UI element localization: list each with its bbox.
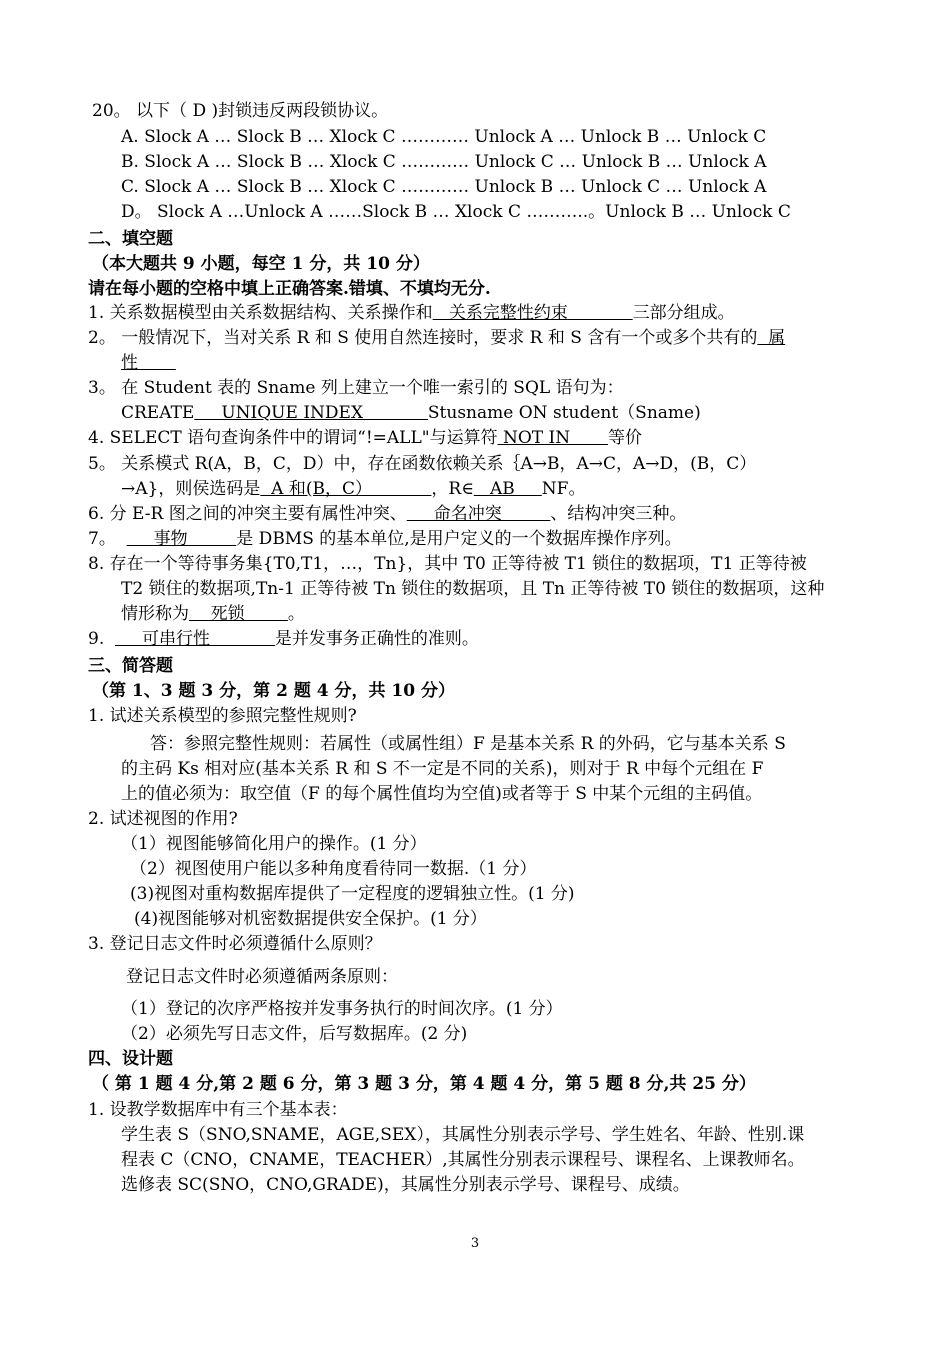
fill-q8-line1: 8. 存在一个等待事务集{T0,T1，…，Tn}，其中 T0 正等待被 T1 锁住的数据项，T1 正等待被 — [88, 554, 807, 574]
fill-q4-text: 4. SELECT 语句查询条件中的谓词“!=ALL"与运算符 — [88, 428, 498, 448]
fill-q8-line3 — [121, 603, 305, 625]
short-a3-intro: 登记日志文件时必须遵循两条原则： — [126, 967, 398, 987]
fill-q5-text-end: NF。 — [541, 479, 586, 499]
design-q1-line1: 学生表 S（SNO,SNAME，AGE,SEX），其属性分别表示学号、学生姓名、年龄、性别.课 — [121, 1125, 805, 1145]
fill-q3-sql-end: Stusname ON student（Sname) — [427, 403, 701, 423]
fill-q7-text: 是 DBMS 的基本单位,是用户定义的一个数据库操作序列。 — [236, 529, 682, 549]
fill-q5-text: →A}，则侯选码是 — [121, 479, 261, 499]
fill-q6-text-end: 、结构冲突三种。 — [550, 504, 687, 524]
fill-q7-num: 7。 — [88, 529, 127, 549]
design-q1: 1. 设教学数据库中有三个基本表： — [88, 1100, 348, 1120]
short-a2-item: (4)视图能够对机密数据提供安全保护。(1 分） — [134, 909, 487, 929]
fill-q5: 5。 关系模式 R(A，B，C，D）中，存在函数依赖关系｛A→B，A→C，A→D，(B，C） — [88, 454, 757, 474]
fill-q9-num: 9. — [88, 629, 116, 649]
q20-option-c: C. Slock A … Slock B … Xlock C ………… Unlock B … Unlock C … Unlock A — [121, 177, 767, 197]
section-title-design: 四、设计题 — [88, 1049, 173, 1069]
section-title-fill-blank: 二、填空题 — [88, 229, 173, 249]
fill-q8-answer: 死锁 — [189, 604, 288, 624]
short-q2: 2. 试述视图的作用? — [88, 809, 238, 829]
short-a2-item: （1）视图能够简化用户的操作。(1 分） — [121, 834, 427, 854]
section-score-fill-blank: （本大题共 9 小题，每空 1 分，共 10 分） — [92, 254, 430, 274]
fill-q5-cont — [121, 478, 585, 500]
fill-q1-answer: 关系完整性约束 — [432, 303, 633, 323]
fill-q5-text-mid: ，R∈ — [431, 479, 474, 499]
fill-q7-answer: 事物 — [126, 529, 237, 549]
fill-q1 — [88, 302, 735, 324]
fill-q2-answer-part1: 属 — [757, 328, 786, 348]
fill-q9 — [88, 628, 479, 650]
short-a3-item: （2）必须先写日志文件，后写数据库。(2 分) — [121, 1024, 468, 1044]
q20-answer: D — [192, 101, 207, 121]
fill-q8-text: 情形称为 — [121, 604, 189, 624]
fill-q2-text: 2。 一般情况下，当对关系 R 和 S 使用自然连接时，要求 R 和 S 含有一个或多个共有的 — [88, 328, 758, 348]
fill-q2-answer-part2: 性 — [121, 353, 176, 373]
fill-q2-cont — [121, 352, 176, 374]
fill-q9-answer: 可串行性 — [115, 629, 275, 649]
short-a1-line2: 的主码 Ks 相对应(基本关系 R 和 S 不一定是不同的关系)，则对于 R 中每个元组在 F — [121, 759, 764, 779]
short-a1-line3: 上的值必须为：取空值（F 的每个属性值均为空值)或者等于 S 中某个元组的主码值。 — [121, 784, 763, 804]
fill-q3: 3。 在 Student 表的 Sname 列上建立一个唯一索引的 SQL 语句为： — [88, 378, 624, 398]
short-q3: 3. 登记日志文件时必须遵循什么原则？ — [88, 934, 382, 954]
fill-q6-answer: 命名冲突 — [406, 504, 551, 524]
fill-q7 — [88, 528, 682, 550]
page-number: 3 — [470, 1236, 480, 1251]
short-a2-item: （2）视图使用户能以多种角度看待同一数据.（1 分） — [130, 859, 537, 879]
q20-option-d: D。 Slock A …Unlock A ……Slock B … Xlock C ………..。Unlock B … Unlock C — [121, 202, 791, 222]
fill-q3-create: CREATE — [121, 403, 195, 423]
short-q1: 1. 试述关系模型的参照完整性规则? — [88, 706, 357, 726]
fill-q8-line2: T2 锁住的数据项,Tn-1 正等待被 Tn 锁住的数据项，且 Tn 正等待被 T0 锁住的数据项，这种 — [121, 579, 825, 599]
fill-q4 — [88, 427, 642, 449]
design-q1-line3: 选修表 SC(SNO，CNO,GRADE)，其属性分别表示学号、课程号、成绩。 — [121, 1175, 690, 1195]
short-a2-item: (3)视图对重构数据库提供了一定程度的逻辑独立性。(1 分) — [130, 884, 575, 904]
section-instructions: 请在每小题的空格中填上正确答案.错填、不填均无分. — [88, 279, 491, 299]
fill-q9-text: 是并发事务正确性的准则。 — [274, 629, 479, 649]
q20-stem-a: 20。 以下（ — [92, 101, 193, 121]
fill-q3-answer: UNIQUE INDEX — [194, 403, 428, 423]
short-a1-line1: 答：参照完整性规则：若属性（或属性组）F 是基本关系 R 的外码，它与基本关系 S — [150, 734, 786, 754]
section-title-short-answer: 三、简答题 — [88, 656, 173, 676]
fill-q4-text-end: 等价 — [607, 428, 642, 448]
fill-q2 — [88, 327, 785, 349]
section-score-short-answer: （第 1、3 题 3 分，第 2 题 4 分，共 10 分） — [92, 681, 455, 701]
section-score-design: （ 第 1 题 4 分,第 2 题 6 分，第 3 题 3 分，第 4 题 4 分，第 5 题 8 分,共 25 分） — [92, 1074, 756, 1094]
q20-option-b: B. Slock A … Slock B … Xlock C ………… Unlock C … Unlock B … Unlock A — [121, 152, 767, 172]
fill-q6 — [88, 503, 686, 525]
design-q1-line2: 程表 C（CNO，CNAME，TEACHER）,其属性分别表示课程号、课程名、上课教师名。 — [121, 1150, 805, 1170]
fill-q4-answer: NOT IN — [497, 428, 608, 448]
q20-option-a: A. Slock A … Slock B … Xlock C ………… Unlock A … Unlock B … Unlock C — [121, 127, 767, 147]
q20-stem — [92, 100, 388, 122]
fill-q3-sql — [121, 402, 701, 424]
q20-stem-b: )封锁违反两段锁协议。 — [206, 101, 389, 121]
fill-q5-answer-nf: AB — [473, 479, 542, 499]
short-a3-item: （1）登记的次序严格按并发事务执行的时间次序。(1 分） — [121, 999, 563, 1019]
fill-q5-answer-key: A 和(B，C） — [260, 479, 432, 499]
fill-q1-text: 1. 关系数据模型由关系数据结构、关系操作和 — [88, 303, 433, 323]
fill-q1-text-end: 三部分组成。 — [632, 303, 735, 323]
fill-q8-text-end: 。 — [287, 604, 305, 624]
fill-q6-text: 6. 分 E-R 图之间的冲突主要有属性冲突、 — [88, 504, 407, 524]
